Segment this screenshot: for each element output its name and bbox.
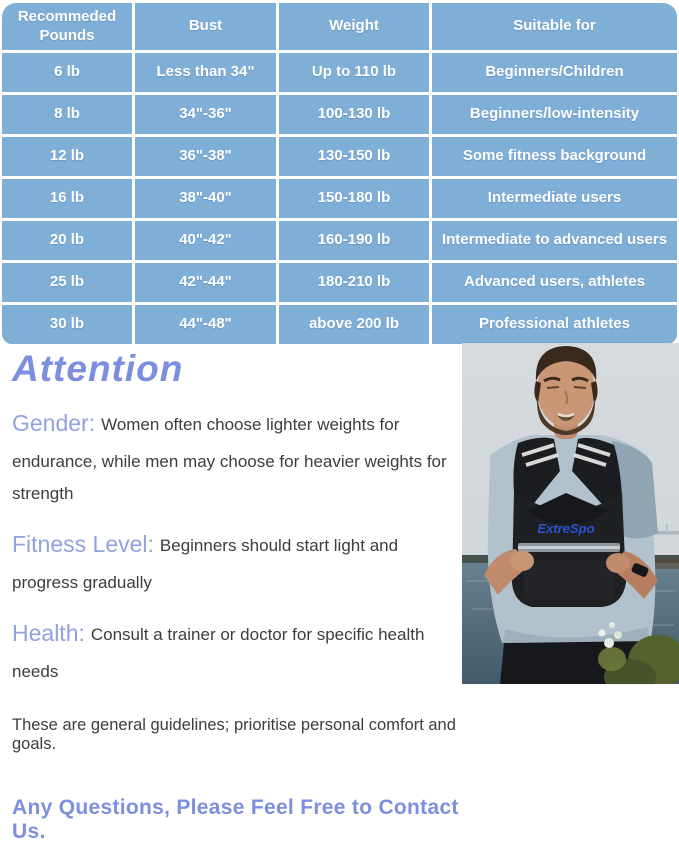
health-label: Health: xyxy=(12,620,85,647)
table-cell: 40"-42" xyxy=(135,221,276,260)
table-cell: 30 lb xyxy=(2,305,132,344)
table-cell: 100-130 lb xyxy=(279,95,429,134)
size-chart-table xyxy=(2,3,677,344)
table-cell: Some fitness background xyxy=(432,137,677,176)
table-cell: 44"-48" xyxy=(135,305,276,344)
table-cell: 6 lb xyxy=(2,53,132,92)
table-cell: 16 lb xyxy=(2,179,132,218)
table-cell: 8 lb xyxy=(2,95,132,134)
table-cell: 180-210 lb xyxy=(279,263,429,302)
guidelines-note: These are general guidelines; prioritise personal comfort and goals. xyxy=(12,716,456,754)
product-photo xyxy=(462,343,679,684)
fitness-level-paragraph xyxy=(12,523,460,599)
attention-section xyxy=(12,348,460,844)
table-cell: 130-150 lb xyxy=(279,137,429,176)
table-cell: Advanced users, athletes xyxy=(432,263,677,302)
vest-brand-text: ExtreSpo xyxy=(537,521,595,536)
fitness-level-text: Beginners should start light and progress gradually xyxy=(12,536,399,592)
fitness-level-label: Fitness Level: xyxy=(12,531,154,558)
health-text: Consult a trainer or doctor for specific health needs xyxy=(12,625,425,681)
table-cell: Intermediate to advanced users xyxy=(432,221,677,260)
table-cell: Beginners/low-intensity xyxy=(432,95,677,134)
table-cell: 42"-44" xyxy=(135,263,276,302)
table-cell: 160-190 lb xyxy=(279,221,429,260)
table-cell: 12 lb xyxy=(2,137,132,176)
table-cell: 20 lb xyxy=(2,221,132,260)
table-cell: above 200 lb xyxy=(279,305,429,344)
gender-text: Women often choose lighter weights for endurance, while men may choose for heavier weights for strength xyxy=(12,415,447,503)
table-cell: 38"-40" xyxy=(135,179,276,218)
col-header-bust: Bust xyxy=(135,3,276,50)
health-paragraph xyxy=(12,612,460,688)
table-cell: Intermediate users xyxy=(432,179,677,218)
table-cell: Less than 34" xyxy=(135,53,276,92)
table-cell: 36"-38" xyxy=(135,137,276,176)
table-cell: Beginners/Children xyxy=(432,53,677,92)
table-cell: Professional athletes xyxy=(432,305,677,344)
col-header-recommended-pounds: Recommeded Pounds xyxy=(2,3,132,50)
table-cell: Up to 110 lb xyxy=(279,53,429,92)
col-header-weight: Weight xyxy=(279,3,429,50)
gender-paragraph xyxy=(12,402,460,510)
runner-photo-illustration xyxy=(462,343,679,684)
table-cell: 34"-36" xyxy=(135,95,276,134)
gender-label: Gender: xyxy=(12,410,96,436)
attention-heading: Attention xyxy=(12,348,184,389)
table-cell: 150-180 lb xyxy=(279,179,429,218)
contact-us-line: Any Questions, Please Feel Free to Contact Us. xyxy=(12,796,459,844)
col-header-suitable-for: Suitable for xyxy=(432,3,677,50)
table-cell: 25 lb xyxy=(2,263,132,302)
